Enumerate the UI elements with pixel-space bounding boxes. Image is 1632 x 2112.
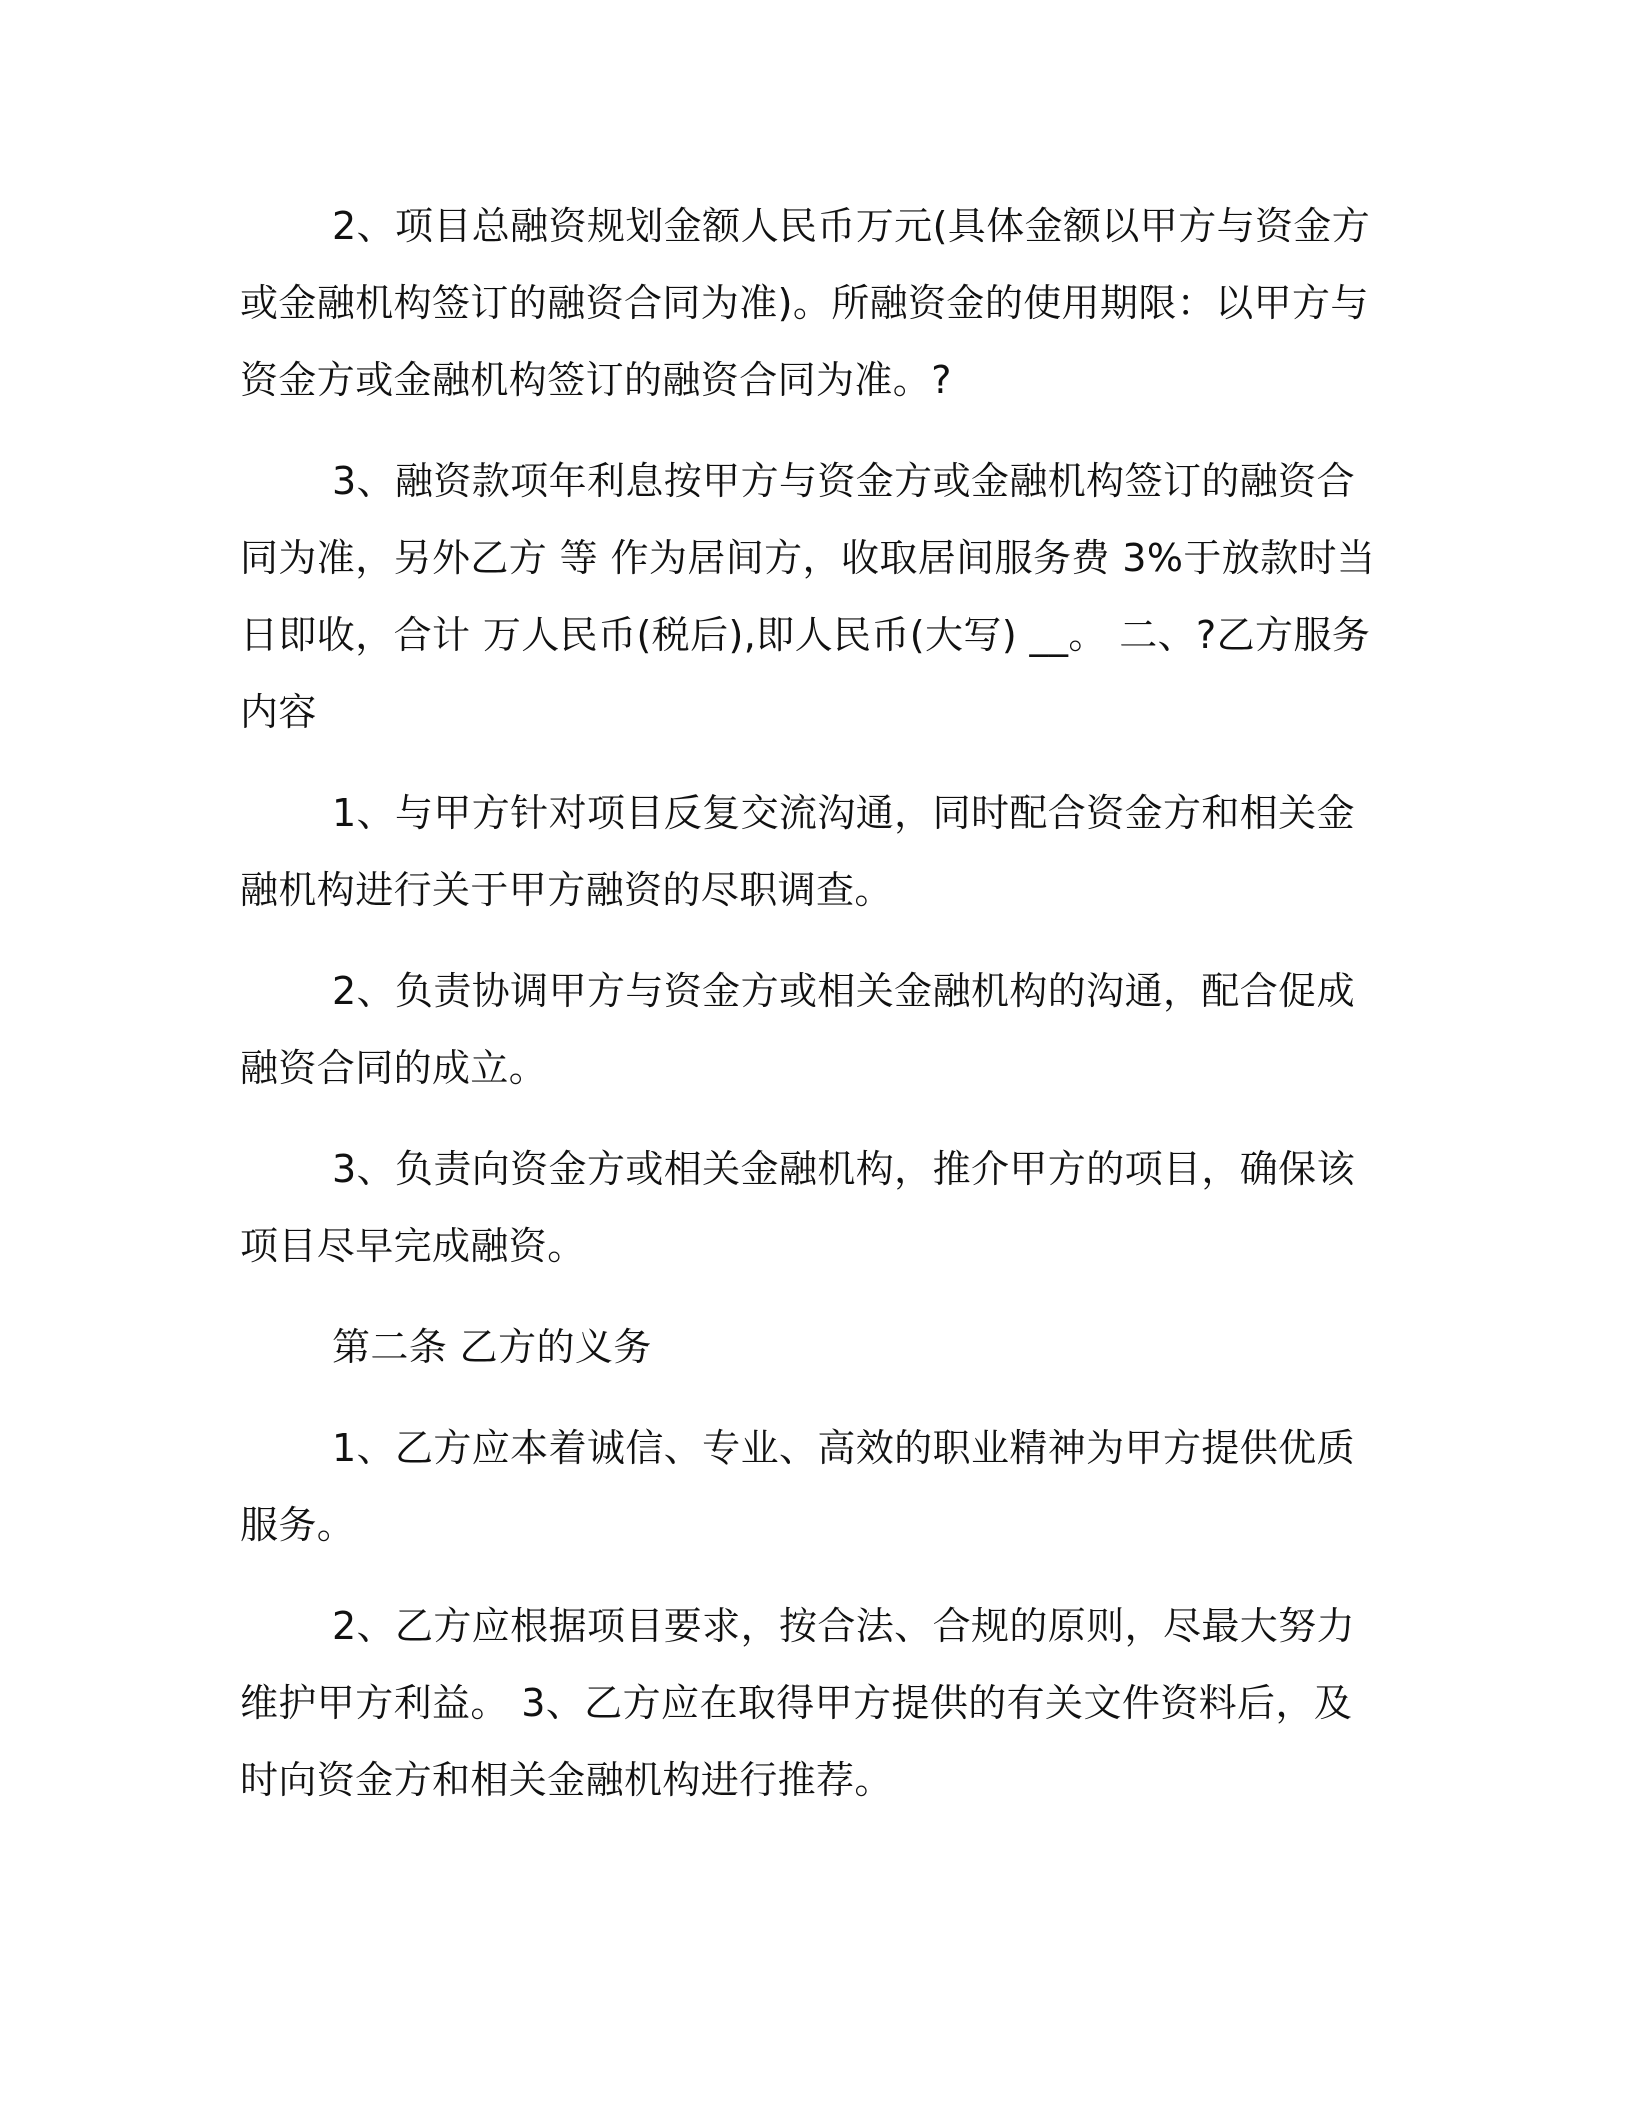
paragraph-service-3: 3、负责向资金方或相关金融机构，推介甲方的项目，确保该项目尽早完成融资。 xyxy=(240,1147,1355,1268)
paragraph-financing-amount: 2、项目总融资规划金额人民币万元(具体金额以甲方与资金方或金融机构签订的融资合同为准)。所融资金的使用期限：以甲方与资金方或金融机构签订的融资合同为准。? xyxy=(240,204,1371,402)
paragraph-interest-fee: 3、融资款项年利息按甲方与资金方或金融机构签订的融资合同为准，另外乙方 等 作为居间方，收取居间服务费 3%于放款时当日即收，合计 万人民币(税后),即人民币(大写) __。 二、?乙方服务内容 xyxy=(240,459,1376,734)
document-body xyxy=(240,188,1390,1843)
paragraph-obligation-2: 2、乙方应根据项目要求，按合法、合规的原则，尽最大努力维护甲方利益。 3、乙方应在取得甲方提供的有关文件资料后，及时向资金方和相关金融机构进行推荐。 xyxy=(240,1604,1355,1802)
paragraph-obligation-1: 1、乙方应本着诚信、专业、高效的职业精神为甲方提供优质服务。 xyxy=(240,1426,1355,1547)
paragraph-service-1: 1、与甲方针对项目反复交流沟通，同时配合资金方和相关金融机构进行关于甲方融资的尽职调查。 xyxy=(240,791,1355,912)
paragraph-service-2: 2、负责协调甲方与资金方或相关金融机构的沟通，配合促成融资合同的成立。 xyxy=(240,969,1355,1090)
section-heading: 第二条 乙方的义务 xyxy=(332,1325,652,1369)
